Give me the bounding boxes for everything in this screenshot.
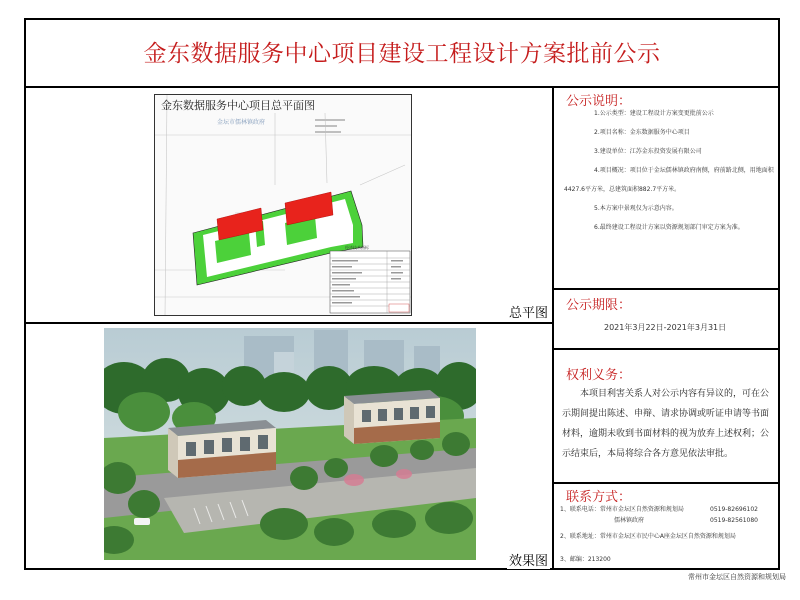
contact-org-2: 儒林镇政府 — [614, 517, 645, 524]
notice-item-4: 4.项目概况：项目位于金坛儒林镇政府南侧，府前路北侧，用地面积 — [594, 167, 774, 174]
rendering-illustration — [104, 328, 476, 560]
notice-item-4-cont: 4427.6平方米，总建筑面积882.7平方米。 — [564, 186, 681, 193]
plan-notes — [315, 119, 345, 133]
site-plan-heading: 金东数据服务中心项目总平面图 — [161, 99, 315, 112]
period-heading: 公示期限： — [566, 298, 632, 313]
economic-indicators-table — [330, 251, 410, 313]
rights-section — [554, 350, 778, 484]
site-plan-label: 总平图 — [507, 302, 550, 321]
contact-phone-1: 0519-82696102 — [710, 506, 758, 513]
indicators-table-title: 经济技术指标 — [345, 245, 369, 250]
rendering-label: 效果图 — [507, 550, 550, 569]
contact-heading: 联系方式： — [566, 490, 632, 505]
rendering-image — [104, 328, 476, 560]
contact-address: 2、联系地址：常州市金坛区市民中心A座金坛区自然资源和规划局 — [560, 533, 736, 540]
building-right — [344, 390, 440, 444]
rights-text: 本项目利害关系人对公示内容有异议的，可在公示期间提出陈述、申辩、请求协调或听证申请等书面材料，逾期未收到书面材料的视为放弃上述权利；公示结束后，本局将综合各方意见依法审批。 — [562, 389, 770, 459]
period-dates: 2021年3月22日-2021年3月31日 — [604, 323, 727, 332]
contact-phone-2: 0519-82561080 — [710, 517, 758, 524]
rendering-panel — [26, 326, 552, 570]
footer-issuer: 常州市金坛区自然资源和规划局 — [688, 573, 786, 581]
contact-postcode: 3、邮编：213200 — [560, 556, 611, 563]
site-plan-watermark: 金坛市儒林镇政府 — [217, 119, 266, 126]
notice-item-2: 2.项目名称：金东数据服务中心项目 — [594, 129, 690, 136]
rights-heading: 权利义务： — [566, 368, 632, 383]
site-plan-illustration — [155, 95, 412, 316]
page-title: 金东数据服务中心项目建设工程设计方案批前公示 — [26, 20, 778, 88]
site-plan-drawing — [154, 94, 412, 316]
contact-section — [554, 484, 778, 570]
building-left — [168, 420, 276, 478]
notice-item-3: 3.建设单位：江苏金东投资发展有限公司 — [594, 148, 702, 155]
contact-phone-label: 1、联系电话：常州市金坛区自然资源和规划局 — [560, 506, 684, 513]
notice-item-5: 5.本方案中景观仅为示意内容。 — [594, 205, 678, 212]
notice-heading: 公示说明： — [566, 94, 632, 109]
notice-item-1: 1.公示类型：建设工程设计方案变更批前公示 — [594, 110, 714, 117]
images-column — [26, 88, 554, 570]
notice-section — [554, 88, 778, 290]
notice-item-6: 6.最终建设工程设计方案以资源规划部门审定方案为准。 — [594, 224, 744, 231]
period-section — [554, 290, 778, 350]
notice-column — [554, 88, 778, 570]
notice-board — [24, 18, 780, 570]
site-plan-panel — [26, 88, 552, 324]
car — [134, 518, 150, 525]
